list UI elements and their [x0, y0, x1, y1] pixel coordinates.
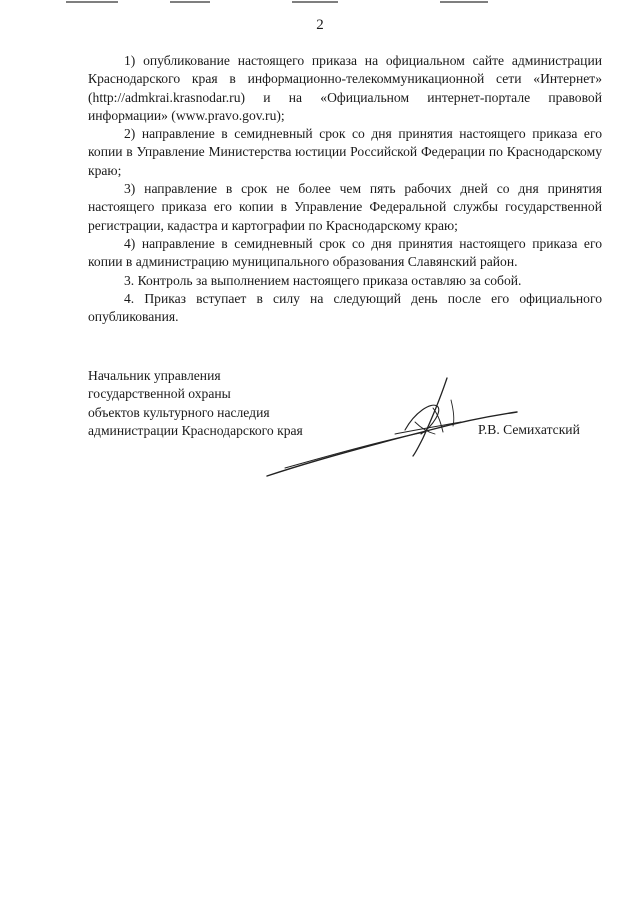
paragraph-control: 3. Контроль за выполнением настоящего приказа оставляю за собой. — [124, 272, 522, 288]
position-line: объектов культурного наследия — [88, 404, 270, 420]
scan-artifacts — [0, 0, 640, 6]
position-line: Начальник управления — [88, 368, 221, 383]
paragraph-effective: 4. Приказ вступает в силу на следующий день после его официального опубликования. — [88, 290, 602, 325]
paragraph-ministry-justice: 2) направление в семидневный срок со дня принятия настоящего приказа его копии в Управление Министерства юстиции Российской Федерации по Краснодарскому краю; — [88, 126, 602, 178]
page-number: 2 — [316, 17, 324, 33]
paragraph-federal-service: 3) направление в срок не более чем пять рабочих дней со дня принятия настоящего приказа его копии в Управление Федеральной службы государственной регистрации, кадастра и картографии по Краснодарскому краю; — [88, 181, 602, 233]
paragraph-publication: 1) опубликование настоящего приказа на официальном сайте администрации Краснодарского края в информационно-телекоммуникационной сети «Интернет» (http://admkrai.krasnodar.ru) и на «Официальном интернет-портале правовой информации» (www.pravo.gov.ru); — [88, 53, 602, 123]
position-line: администрации Краснодарского края — [88, 422, 303, 438]
paragraph-municipal: 4) направление в семидневный срок со дня принятия настоящего приказа его копии в администрацию муниципального образования Славянский район. — [88, 235, 602, 270]
signatory-name: Р.В. Семихатский — [478, 422, 580, 437]
body-text — [88, 52, 602, 326]
position-line: государственной охраны — [88, 386, 231, 402]
